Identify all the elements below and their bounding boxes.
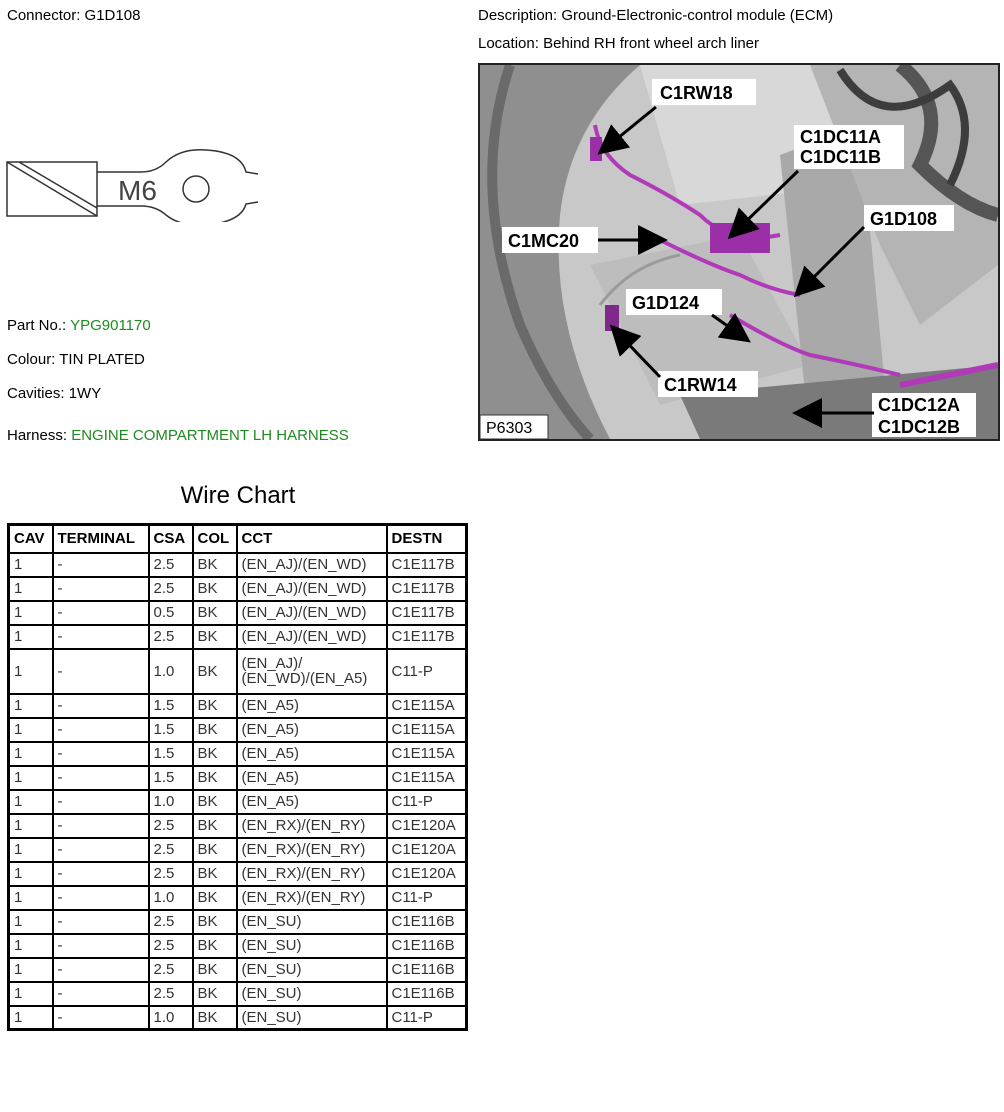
table-row bbox=[9, 649, 467, 694]
table-row bbox=[9, 886, 467, 910]
callout-c1dc12a: C1DC12A bbox=[878, 395, 961, 415]
cell-cav: 1 bbox=[9, 862, 53, 886]
cell-col: BK bbox=[193, 910, 237, 934]
cell-terminal: - bbox=[53, 577, 149, 601]
cell-csa: 1.0 bbox=[149, 649, 193, 694]
cell-cct: (EN_AJ)/(EN_WD) bbox=[237, 601, 387, 625]
connector-value: G1D108 bbox=[84, 7, 141, 24]
location-label: Location: bbox=[478, 35, 539, 52]
cell-terminal: - bbox=[53, 862, 149, 886]
callout-c1rw14: C1RW14 bbox=[664, 375, 737, 395]
cell-col: BK bbox=[193, 790, 237, 814]
cell-cct: (EN_AJ)/(EN_WD) bbox=[237, 625, 387, 649]
table-row bbox=[9, 553, 467, 577]
colour-value: TIN PLATED bbox=[59, 351, 145, 368]
colour-label: Colour: bbox=[7, 351, 56, 368]
callout-c1rw18: C1RW18 bbox=[660, 83, 733, 103]
cell-cct: (EN_A5) bbox=[237, 718, 387, 742]
cell-terminal: - bbox=[53, 625, 149, 649]
callout-g1d124: G1D124 bbox=[632, 293, 700, 313]
cell-csa: 2.5 bbox=[149, 910, 193, 934]
cell-csa: 1.5 bbox=[149, 718, 193, 742]
cell-col: BK bbox=[193, 649, 237, 694]
table-row bbox=[9, 601, 467, 625]
callout-c1dc11a: C1DC11A bbox=[800, 127, 882, 147]
header-destn: DESTN bbox=[387, 525, 467, 553]
table-row bbox=[9, 934, 467, 958]
cell-terminal: - bbox=[53, 814, 149, 838]
location-field bbox=[478, 35, 759, 52]
cell-cav: 1 bbox=[9, 718, 53, 742]
cell-cct: (EN_RX)/(EN_RY) bbox=[237, 886, 387, 910]
cell-cct: (EN_SU) bbox=[237, 910, 387, 934]
cell-csa: 1.5 bbox=[149, 742, 193, 766]
description-label: Description: bbox=[478, 7, 558, 24]
cell-csa: 1.5 bbox=[149, 766, 193, 790]
cell-cct: (EN_A5) bbox=[237, 742, 387, 766]
cell-destn: C1E117B bbox=[387, 577, 467, 601]
cell-cav: 1 bbox=[9, 982, 53, 1006]
cell-destn: C11-P bbox=[387, 1006, 467, 1030]
cell-col: BK bbox=[193, 1006, 237, 1030]
cell-cct: (EN_SU) bbox=[237, 982, 387, 1006]
header-cav: CAV bbox=[9, 525, 53, 553]
cell-cav: 1 bbox=[9, 886, 53, 910]
cell-destn: C1E115A bbox=[387, 694, 467, 718]
cell-terminal: - bbox=[53, 982, 149, 1006]
cell-destn: C11-P bbox=[387, 886, 467, 910]
cell-cct: (EN_RX)/(EN_RY) bbox=[237, 814, 387, 838]
table-row bbox=[9, 577, 467, 601]
cell-cav: 1 bbox=[9, 790, 53, 814]
table-row bbox=[9, 862, 467, 886]
cell-destn: C1E115A bbox=[387, 766, 467, 790]
header-col: COL bbox=[193, 525, 237, 553]
cell-terminal: - bbox=[53, 934, 149, 958]
cell-cct: (EN_A5) bbox=[237, 694, 387, 718]
wire-chart-body bbox=[9, 553, 467, 1030]
cell-csa: 1.0 bbox=[149, 886, 193, 910]
connector-field bbox=[7, 7, 140, 24]
cell-cav: 1 bbox=[9, 577, 53, 601]
description-field bbox=[478, 7, 833, 24]
cell-cct: (EN_RX)/(EN_RY) bbox=[237, 862, 387, 886]
cell-destn: C1E117B bbox=[387, 553, 467, 577]
cell-terminal: - bbox=[53, 742, 149, 766]
description-value: Ground-Electronic-control module (ECM) bbox=[561, 7, 834, 24]
cell-terminal: - bbox=[53, 958, 149, 982]
cell-destn: C1E117B bbox=[387, 601, 467, 625]
table-row bbox=[9, 790, 467, 814]
cell-terminal: - bbox=[53, 838, 149, 862]
cell-cav: 1 bbox=[9, 1006, 53, 1030]
header-csa: CSA bbox=[149, 525, 193, 553]
table-row bbox=[9, 742, 467, 766]
cell-cav: 1 bbox=[9, 625, 53, 649]
table-row bbox=[9, 814, 467, 838]
table-row bbox=[9, 910, 467, 934]
cell-cav: 1 bbox=[9, 814, 53, 838]
stud-size-label: M6 bbox=[118, 175, 157, 206]
callout-c1dc12b: C1DC12B bbox=[878, 417, 961, 437]
cell-csa: 2.5 bbox=[149, 862, 193, 886]
cell-col: BK bbox=[193, 886, 237, 910]
cell-csa: 2.5 bbox=[149, 625, 193, 649]
harness-label: Harness: bbox=[7, 427, 68, 444]
cell-destn: C1E120A bbox=[387, 838, 467, 862]
cell-cct: (EN_SU) bbox=[237, 934, 387, 958]
part-no-label: Part No.: bbox=[7, 317, 67, 334]
cell-terminal: - bbox=[53, 1006, 149, 1030]
header-cct: CCT bbox=[237, 525, 387, 553]
cell-col: BK bbox=[193, 814, 237, 838]
table-row bbox=[9, 766, 467, 790]
cell-cav: 1 bbox=[9, 934, 53, 958]
cell-cav: 1 bbox=[9, 910, 53, 934]
cell-terminal: - bbox=[53, 790, 149, 814]
cell-col: BK bbox=[193, 577, 237, 601]
callout-c1dc11b: C1DC11B bbox=[800, 147, 882, 167]
cell-cav: 1 bbox=[9, 649, 53, 694]
cell-csa: 1.0 bbox=[149, 790, 193, 814]
cell-csa: 1.0 bbox=[149, 1006, 193, 1030]
wire-chart-title: Wire Chart bbox=[180, 482, 296, 509]
cell-destn: C11-P bbox=[387, 790, 467, 814]
cell-cct: (EN_SU) bbox=[237, 958, 387, 982]
ring-terminal-icon bbox=[6, 142, 266, 227]
cell-csa: 1.5 bbox=[149, 694, 193, 718]
wire-chart-header-row bbox=[9, 525, 467, 553]
cell-cav: 1 bbox=[9, 958, 53, 982]
colour-field bbox=[7, 351, 145, 368]
cell-cct: (EN_A5) bbox=[237, 790, 387, 814]
wire-chart-table bbox=[7, 523, 468, 1031]
cavities-value: 1WY bbox=[68, 385, 102, 402]
cell-terminal: - bbox=[53, 553, 149, 577]
cell-col: BK bbox=[193, 766, 237, 790]
cell-cav: 1 bbox=[9, 766, 53, 790]
cell-cav: 1 bbox=[9, 742, 53, 766]
location-value: Behind RH front wheel arch liner bbox=[543, 35, 760, 52]
cell-csa: 2.5 bbox=[149, 838, 193, 862]
part-no-field bbox=[7, 317, 151, 334]
cell-terminal: - bbox=[53, 910, 149, 934]
cell-cav: 1 bbox=[9, 694, 53, 718]
table-row bbox=[9, 625, 467, 649]
cell-cct: (EN_A5) bbox=[237, 766, 387, 790]
cell-destn: C1E116B bbox=[387, 910, 467, 934]
header-terminal: TERMINAL bbox=[53, 525, 149, 553]
cell-col: BK bbox=[193, 601, 237, 625]
location-photo bbox=[478, 63, 1000, 441]
cell-col: BK bbox=[193, 838, 237, 862]
cell-terminal: - bbox=[53, 601, 149, 625]
cell-csa: 2.5 bbox=[149, 958, 193, 982]
cell-destn: C1E116B bbox=[387, 958, 467, 982]
cell-terminal: - bbox=[53, 649, 149, 694]
cell-col: BK bbox=[193, 982, 237, 1006]
cell-csa: 2.5 bbox=[149, 982, 193, 1006]
cavities-label: Cavities: bbox=[7, 385, 65, 402]
connector-label: Connector: bbox=[7, 7, 81, 24]
harness-value: ENGINE COMPARTMENT LH HARNESS bbox=[71, 427, 349, 444]
callout-c1mc20: C1MC20 bbox=[508, 231, 580, 251]
photo-id: P6303 bbox=[486, 420, 533, 437]
harness-field bbox=[7, 427, 349, 444]
cell-csa: 0.5 bbox=[149, 601, 193, 625]
cell-destn: C11-P bbox=[387, 649, 467, 694]
table-row bbox=[9, 718, 467, 742]
cell-col: BK bbox=[193, 625, 237, 649]
cell-col: BK bbox=[193, 553, 237, 577]
cell-cav: 1 bbox=[9, 601, 53, 625]
callout-g1d108: G1D108 bbox=[870, 209, 938, 229]
cell-cav: 1 bbox=[9, 838, 53, 862]
cell-csa: 2.5 bbox=[149, 814, 193, 838]
cell-col: BK bbox=[193, 934, 237, 958]
cell-destn: C1E117B bbox=[387, 625, 467, 649]
cell-destn: C1E120A bbox=[387, 814, 467, 838]
table-row bbox=[9, 958, 467, 982]
cell-cct: (EN_AJ)/(EN_WD) bbox=[237, 577, 387, 601]
table-row bbox=[9, 1006, 467, 1030]
table-row bbox=[9, 694, 467, 718]
cell-cct: (EN_AJ)/(EN_WD) bbox=[237, 553, 387, 577]
table-row bbox=[9, 838, 467, 862]
cavities-field bbox=[7, 385, 101, 402]
cell-csa: 2.5 bbox=[149, 934, 193, 958]
table-row bbox=[9, 982, 467, 1006]
cell-col: BK bbox=[193, 718, 237, 742]
cell-destn: C1E115A bbox=[387, 742, 467, 766]
cell-destn: C1E116B bbox=[387, 982, 467, 1006]
cell-cav: 1 bbox=[9, 553, 53, 577]
cell-cct: (EN_SU) bbox=[237, 1006, 387, 1030]
cell-col: BK bbox=[193, 862, 237, 886]
cell-col: BK bbox=[193, 742, 237, 766]
cell-csa: 2.5 bbox=[149, 577, 193, 601]
cell-col: BK bbox=[193, 694, 237, 718]
cell-cct: (EN_AJ)/ (EN_WD)/(EN_A5) bbox=[237, 649, 387, 694]
cell-csa: 2.5 bbox=[149, 553, 193, 577]
cell-terminal: - bbox=[53, 694, 149, 718]
cell-terminal: - bbox=[53, 718, 149, 742]
cell-destn: C1E115A bbox=[387, 718, 467, 742]
cell-terminal: - bbox=[53, 766, 149, 790]
cell-destn: C1E120A bbox=[387, 862, 467, 886]
part-no-value: YPG901170 bbox=[70, 317, 151, 334]
cell-terminal: - bbox=[53, 886, 149, 910]
cell-cct: (EN_RX)/(EN_RY) bbox=[237, 838, 387, 862]
cell-destn: C1E116B bbox=[387, 934, 467, 958]
cell-col: BK bbox=[193, 958, 237, 982]
